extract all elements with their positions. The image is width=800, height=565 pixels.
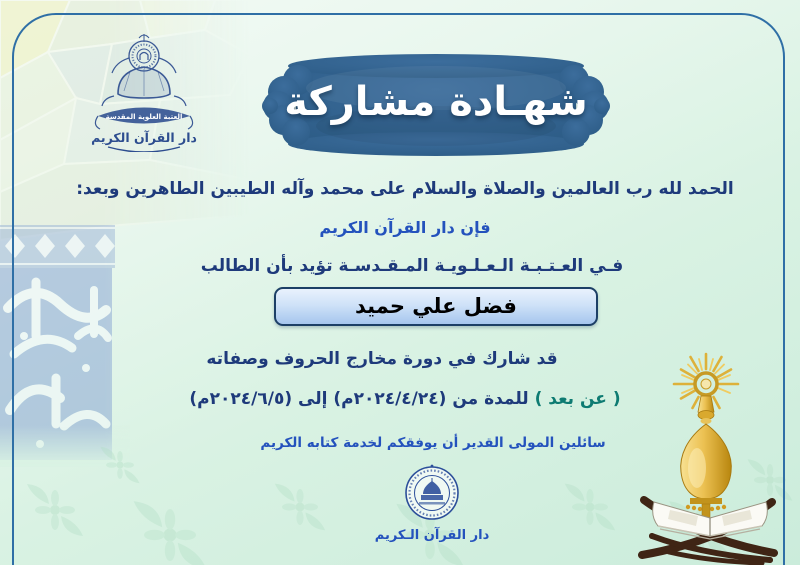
remote-label: ( عن بعد ) bbox=[534, 389, 621, 409]
student-name-box: فضل علي حميد bbox=[274, 287, 598, 326]
certificate-title: شهـادة مشاركة bbox=[284, 79, 588, 125]
prayer-line: سائلين المولى القدير أن يوفقكم لخدمة كتابه الكريم bbox=[260, 435, 606, 451]
authority-line: فـي العـتـبـة الـعـلـويـة المـقـدسـة تؤيد بأن الطالب bbox=[200, 256, 624, 276]
footer-org-name: دار القرآن الـكريم bbox=[374, 528, 490, 543]
emblem-org-text: دار القرآن الكريم bbox=[91, 130, 197, 145]
course-line: قد شارك في دورة مخارج الحروف وصفاته bbox=[206, 349, 558, 369]
quran-on-stand-golden-dome-icon bbox=[624, 350, 794, 565]
title-banner bbox=[250, 48, 622, 162]
duration-text: للمدة من (٢٠٢٤/٤/٢٤م) إلى (٢٠٢٤/٦/٥م) bbox=[189, 389, 529, 409]
round-organization-seal-icon bbox=[403, 461, 461, 521]
shrine-dome-emblem-icon bbox=[83, 32, 205, 152]
footer-seal-block bbox=[327, 461, 537, 543]
preamble-line: الحمد لله رب العالمين والصلاة والسلام على محمد وآله الطيبين الطاهرين وبعد: bbox=[76, 179, 734, 199]
emblem-ribbon-text: العتبة العلوية المقدسة bbox=[105, 113, 183, 121]
issuer-line: فإن دار القرآن الكريم bbox=[319, 218, 491, 237]
